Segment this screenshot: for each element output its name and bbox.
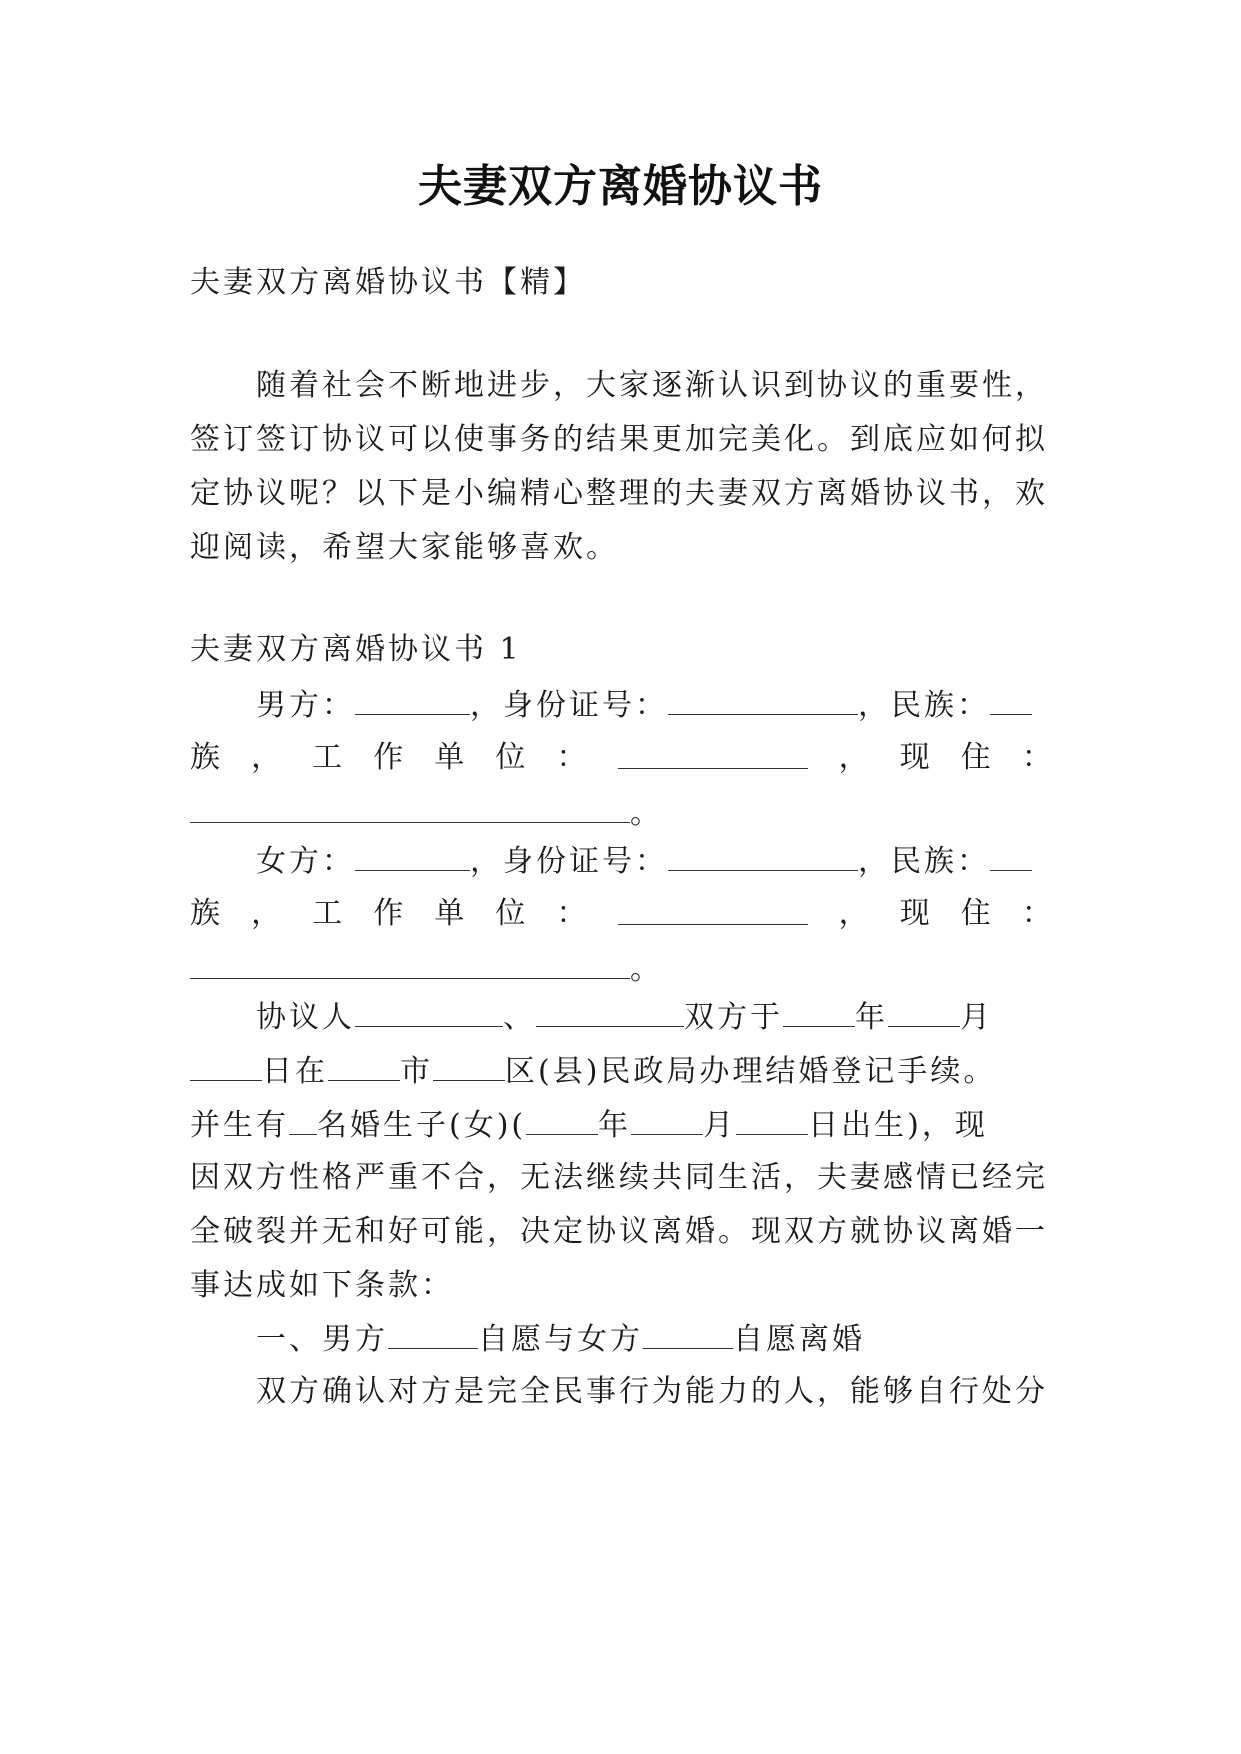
male-work-blank bbox=[618, 738, 808, 769]
male-name-blank bbox=[355, 684, 470, 715]
clause-1-heading bbox=[190, 1318, 1118, 1360]
female-work-char: 作 bbox=[373, 896, 404, 931]
section-heading: 夫妻双方离婚协议书 1 bbox=[190, 632, 522, 667]
female-work-char: 单 bbox=[434, 896, 465, 931]
agreement-text: 月 bbox=[960, 1000, 993, 1035]
agreement-text: 区(县)民政局办理结婚登记手续。 bbox=[505, 1054, 997, 1089]
female-ethnic-blank bbox=[990, 840, 1032, 871]
female-info-line-3 bbox=[190, 948, 1052, 990]
birth-year-blank bbox=[526, 1104, 598, 1135]
female-zu: 族 bbox=[190, 896, 220, 931]
female-work-char: ： bbox=[556, 896, 587, 931]
female-info-line-2 bbox=[190, 894, 1052, 934]
agreement-line-3 bbox=[190, 1104, 1052, 1146]
male-work-char: 单 bbox=[434, 740, 465, 775]
female-address-blank bbox=[190, 948, 630, 979]
female-work-blank bbox=[618, 894, 808, 925]
female-comma: ， bbox=[251, 896, 282, 931]
female-ethnic-label: ，民族： bbox=[858, 844, 990, 879]
intro-line-2: 签订签订协议可以使事务的结果更加完美化。到底应如何拟 bbox=[190, 422, 1048, 457]
male-label: 男方： bbox=[256, 688, 355, 723]
female-id-blank bbox=[668, 840, 858, 871]
agreement-text: 日在 bbox=[262, 1054, 328, 1089]
male-id-blank bbox=[668, 684, 858, 715]
male-work-char: 位 bbox=[495, 740, 526, 775]
agreement-text: 并生有 bbox=[190, 1108, 289, 1143]
male-comma-2: ， bbox=[838, 740, 869, 775]
female-end: 。 bbox=[630, 952, 663, 987]
document-subtitle: 夫妻双方离婚协议书【精】 bbox=[190, 265, 586, 300]
agreement-text: 年 bbox=[855, 1000, 888, 1035]
district-blank bbox=[433, 1050, 505, 1081]
female-id-label: ，身份证号： bbox=[470, 844, 668, 879]
intro-line-4: 迎阅读，希望大家能够喜欢。 bbox=[190, 530, 619, 565]
male-live-char: ： bbox=[1021, 740, 1052, 775]
male-info-line-3 bbox=[190, 792, 1052, 834]
marriage-month-blank bbox=[888, 996, 960, 1027]
female-work-char: 工 bbox=[312, 896, 343, 931]
female-label: 女方： bbox=[256, 844, 355, 879]
male-end: 。 bbox=[630, 796, 663, 831]
marriage-year-blank bbox=[783, 996, 855, 1027]
female-info-line-1 bbox=[190, 840, 1118, 882]
male-work-char: ： bbox=[556, 740, 587, 775]
agreement-text: 协议人 bbox=[256, 1000, 355, 1035]
intro-line-1: 随着社会不断地进步，大家逐渐认识到协议的重要性， bbox=[256, 368, 1048, 403]
clause-text: 一、男方 bbox=[256, 1322, 388, 1357]
male-info-line-1 bbox=[190, 684, 1118, 726]
male-ethnic-label: ，民族： bbox=[858, 688, 990, 723]
party-a-blank bbox=[355, 996, 503, 1027]
agreement-line-6: 事达成如下条款： bbox=[190, 1268, 454, 1303]
intro-line-3: 定协议呢？以下是小编精心整理的夫妻双方离婚协议书，欢 bbox=[190, 476, 1048, 511]
male-info-line-2 bbox=[190, 738, 1052, 778]
agreement-text: 年 bbox=[598, 1108, 632, 1143]
document-title: 夫妻双方离婚协议书 bbox=[418, 161, 823, 212]
clause-text: 自愿离婚 bbox=[733, 1322, 865, 1357]
marriage-day-blank bbox=[190, 1050, 262, 1081]
agreement-line-4: 因双方性格严重不合，无法继续共同生活，夫妻感情已经完 bbox=[190, 1160, 1048, 1195]
clause-female-blank bbox=[643, 1318, 733, 1349]
female-live-char: 住 bbox=[960, 896, 991, 931]
birth-month-blank bbox=[631, 1104, 703, 1135]
male-zu: 族 bbox=[190, 740, 220, 775]
female-work-char: 位 bbox=[495, 896, 526, 931]
female-live-char: ： bbox=[1021, 896, 1052, 931]
male-live-char: 现 bbox=[899, 740, 930, 775]
agreement-text: 、 bbox=[503, 1000, 536, 1035]
agreement-text: 市 bbox=[400, 1054, 433, 1089]
male-ethnic-blank bbox=[990, 684, 1032, 715]
agreement-text: 双方于 bbox=[684, 1000, 783, 1035]
birth-day-blank bbox=[736, 1104, 808, 1135]
male-address-blank bbox=[190, 792, 630, 823]
agreement-text: 名婚生子(女)( bbox=[317, 1108, 527, 1143]
city-blank bbox=[328, 1050, 400, 1081]
female-live-char: 现 bbox=[899, 896, 930, 931]
party-b-blank bbox=[536, 996, 684, 1027]
agreement-line-2 bbox=[190, 1050, 1052, 1092]
clause-male-blank bbox=[388, 1318, 478, 1349]
male-work-char: 作 bbox=[373, 740, 404, 775]
clause-1-text: 双方确认对方是完全民事行为能力的人，能够自行处分 bbox=[256, 1374, 1048, 1409]
male-work-char: 工 bbox=[312, 740, 343, 775]
female-name-blank bbox=[355, 840, 470, 871]
male-comma: ， bbox=[251, 740, 282, 775]
agreement-line-1 bbox=[190, 996, 1118, 1038]
clause-text: 自愿与女方 bbox=[478, 1322, 643, 1357]
children-count-blank bbox=[289, 1104, 317, 1135]
male-id-label: ，身份证号： bbox=[470, 688, 668, 723]
male-live-char: 住 bbox=[960, 740, 991, 775]
agreement-text: 日出生)，现 bbox=[808, 1108, 988, 1143]
agreement-line-5: 全破裂并无和好可能，决定协议离婚。现双方就协议离婚一 bbox=[190, 1214, 1048, 1249]
agreement-text: 月 bbox=[703, 1108, 737, 1143]
female-comma-2: ， bbox=[838, 896, 869, 931]
